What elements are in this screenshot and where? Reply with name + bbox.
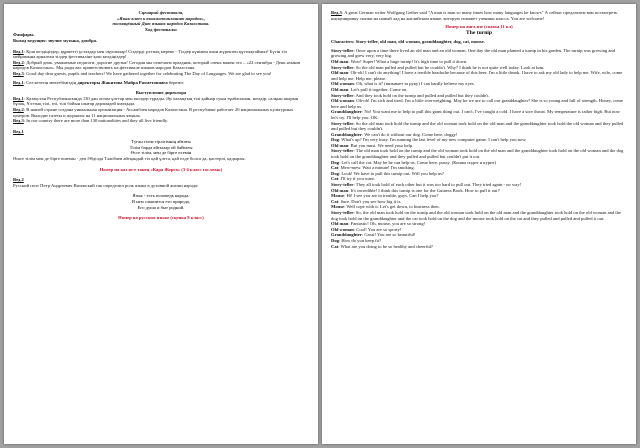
dialogue-text: : Let's call the cat. May be he can help us. Come here, pussy. (Кошка сидит и курит) xyxy=(338,159,497,165)
number-announcement-english: Номер на англ.язе (сказка 11 кл) xyxy=(445,24,513,30)
dialogue-speaker: Story-teller xyxy=(331,182,354,188)
doc-heading-2: «Язык-ключ к взаимопониманию народов», xyxy=(117,15,205,21)
poem-kz-line-2: Тілім барда айтылар ой байғағы xyxy=(129,144,193,150)
dialogue-list xyxy=(331,48,627,249)
dialogue-text: : The old man took hold on the turnip and the old woman took hold on the old man and the granddaughter took hold on the old woman and the dog took hold on the granddaughter and they pulled and pulled but couldn't put it out. xyxy=(331,148,624,160)
dialogue-text: : Once upon a time there lived an old man and an old woman. One day the old man planted a turnip in his garden. The turnip was growing and growing and grew very, very big. xyxy=(331,47,616,59)
dialogue-speaker: Old woman xyxy=(331,98,354,104)
poem-kz-line-3: Өссе тілім, мен де бірге өсемін xyxy=(130,150,192,156)
dialogue-line xyxy=(331,98,627,109)
characters-list: Characters: Story-teller, old man, old woman, granddaughter, dog, cat, mouse. xyxy=(331,39,485,45)
paragraph-v1-kz xyxy=(13,49,309,60)
dialogue-text: : We can't do it without our dog. Come here, doggy! xyxy=(361,131,458,137)
speaker-label: Вед.3 xyxy=(331,10,342,15)
dialogue-line xyxy=(331,70,627,81)
dialogue-text: : How do you keep fit? xyxy=(338,237,382,243)
dialogue-text: : Cool! You are so sporty! xyxy=(353,226,402,232)
speaker-label: Вед.2 xyxy=(13,59,24,65)
turnip-title: The turnip xyxy=(466,29,492,36)
director-name: директоры Жакитова Майра Рахметовнаға xyxy=(77,79,168,85)
dialogue-text: : What's up? I'm very busy. I'm running the last level of my new computer game. I can't help you now. xyxy=(338,137,527,143)
director-speech-title: Выступление директора xyxy=(135,90,187,96)
fanfare-text: Фанфары. xyxy=(13,32,35,38)
dialogue-text: : Great! You are so beautiful! xyxy=(361,232,416,238)
dialogue-speaker: Dog xyxy=(331,159,339,165)
dialogue-text: : Oh, what is it? (вязывает за руку) I can hardly believe my eyes. xyxy=(353,81,475,87)
number-announcement-scene: Номер на русском языке (сценка 8 класс) xyxy=(118,215,204,221)
speaker-label: Вед.2 xyxy=(13,106,24,112)
leaders-entrance-text: Выход ведущих: звучит музыка, домбра. xyxy=(13,37,98,43)
speech-text: : Сөз кезегін мектебіміздің xyxy=(23,79,78,85)
dialogue-text: : Hi! I see you are in trouble, guys. Can I help you? xyxy=(344,193,439,199)
speaker-label: Вед.3 xyxy=(13,118,24,124)
dialogue-speaker: Dog xyxy=(331,237,339,243)
dialogue-speaker: Mouse xyxy=(331,204,345,210)
doc-heading-4: Ход фестиваля: xyxy=(144,26,178,32)
dialogue-text: : And they took hold on the turnip and pulled and pulled but they couldn't. xyxy=(353,92,490,98)
dialogue-speaker: Story-teller xyxy=(331,120,354,126)
speech-text: береміз xyxy=(167,79,184,85)
speaker-label-v1: Вед.1 xyxy=(13,128,24,134)
dialogue-text: : Look! We have to pull this turnip out. Will you help us? xyxy=(338,170,444,176)
dialogue-line xyxy=(331,109,627,120)
poem-ru-intro: Русский поэт Петр Андреевич Вяземский так определил роль языка в духовной жизни народа: xyxy=(13,182,199,188)
dialogue-text: : So the old man pulled and pulled but he couldn't. Why? I think he is not quite well today. Look at him. xyxy=(353,64,545,70)
dialogue-speaker: Cat xyxy=(331,176,339,182)
dialogue-speaker: Story-teller xyxy=(331,148,354,154)
dialogue-speaker: Old man xyxy=(331,187,349,193)
speaker-label: Вед.1 xyxy=(13,79,24,85)
doc-heading-1: Сценарий фестиваля, xyxy=(138,10,184,15)
speech-text: : Қазақстан Республикасында 130 дан астам ұлттар мен өкілдер тұрады. Әр халықтың тілі қайнар суын тұнбасынан, мөлдір, салқын шырын бұлақ. Ұлттық тілі, өзі, тілі бойын шығар дарлиндей шатқыда. xyxy=(13,95,299,107)
dialogue-speaker: Story-teller xyxy=(331,47,354,53)
poem-ru-line-1: Язык - есть исповедь народа. xyxy=(132,193,190,199)
dialogue-speaker: Old woman xyxy=(331,81,354,87)
dialogue-line xyxy=(331,244,627,250)
dialogue-speaker: Old man xyxy=(331,142,349,148)
dialogue-text: : What are you doing to be so healthy and cheerful? xyxy=(338,243,433,249)
speech-text: : Добрый день, уважаемые педагоги, дорогие друзья! Сегодня мы отмечаем праздник, который очень важен это – «22 сентября - День языков народов Казахстана». Мы рады вас приветствовать на фестивале языков народов Казахстана. xyxy=(13,59,301,71)
dialogue-speaker: Dog xyxy=(331,137,339,143)
speech-text: : A great German writer Wolfgang Gether said "A man is man so many times how many languages he knows" А сейчас предлагаем вам посмотреть инсценировку сказки на новый лад на английском языке, которую покажет ученики класса. You are welcome! xyxy=(331,10,618,21)
speaker-label: Вед.3 xyxy=(13,70,24,76)
poem-ru-line-2: В нем слышится его природа, xyxy=(132,199,190,205)
speech-text: : Қош келдіңіздер, құрметті ұстаздар мен оқушылар! Сіздерді ұлттық мереке - Тілдер күнімен шын жүректен құттықтаймыз! Бүгін тіл мейрамына арналған тілдер фестивалінe қош келдіңіздер! xyxy=(13,48,288,60)
dialogue-speaker: Cat xyxy=(331,198,339,204)
dialogue-text: : But you must. We need your help. xyxy=(348,142,414,148)
dialogue-speaker: Old man xyxy=(331,58,349,64)
dialogue-speaker: Story-teller xyxy=(331,210,354,215)
dialogue-speaker: Story-teller xyxy=(331,64,354,70)
poem-ru-line-3: Его душа и быт родной. xyxy=(137,204,185,210)
paragraph-v1-kz2 xyxy=(13,96,309,107)
dialogue-speaker: Old man xyxy=(331,70,349,76)
dialogue-text: : No! You want me to help to pull this giant thing out. I can't, I've caught a cold. I have a sore throat. My temperature is rather high. But now let's try. I'll help you. OK. xyxy=(331,109,620,120)
dialogue-speaker: Cat xyxy=(331,243,339,249)
dialogue-speaker: Old man xyxy=(331,86,349,92)
paragraph-v2-ru xyxy=(13,60,309,71)
dialogue-speaker: Granddaughter xyxy=(331,109,362,115)
dialogue-line xyxy=(331,48,627,59)
paragraph-v3-quote xyxy=(331,10,627,21)
dialogue-speaker: Story-teller xyxy=(331,92,354,98)
speech-text: : В нашей стране создана уникальная организация - Ассамблея народов Казахстана. В республике работает 26 национальных культурных центров. Выходят газеты и журналы на 11 национальных языках. xyxy=(13,106,294,118)
dialogue-speaker: Granddaughter xyxy=(331,232,362,238)
paragraph-v3-en xyxy=(13,71,309,77)
number-announcement-dance: Номер на каз яз-е танец «Кара Жорга» (3-4 класс гос.язык) xyxy=(99,166,223,172)
dialogue-text: : Mew-mew. Wait a minute! I'm smoking. xyxy=(338,165,415,171)
speech-text: : Good day dear guests, pupils and teachers! We have gathered together for celebrating The Day of Languages. We are glad to see you! xyxy=(23,70,272,76)
dialogue-text: : Oh-oh! I'm sick and tired. I'm a little overweighting. May be we are to call our granddaughter? She is so young and full of strength. Honey, come here and help us. xyxy=(331,98,623,109)
dialogue-speaker: Cat xyxy=(331,165,339,171)
dialogue-line xyxy=(331,210,627,221)
dialogue-text: : They all took hold of each other but it was too hard to pull out. They tried again - no way! xyxy=(353,182,522,188)
dialogue-text: : It's incredible! I think this turnip is one for the Guiness Book. How to pull it out? xyxy=(348,187,500,193)
doc-heading-3: посвящённый Дню языков народов Казахстана. xyxy=(112,21,210,27)
dialogue-line xyxy=(331,121,627,132)
dialogue-speaker: Dog xyxy=(331,170,339,176)
speaker-label: Вед.1 xyxy=(13,48,24,54)
dialogue-text: : Wow! Super! What a huge turnip! It's high time to pull it down. xyxy=(348,58,468,64)
dialogue-text: : Sure. Don't you see how big it is. xyxy=(338,198,402,204)
dialogue-text: : Let's pull it together. Come on. xyxy=(348,86,408,92)
dialogue-text: : So, the old man took hold on the turnip and the old woman took hold on the old man and the granddaughter took hold on the old woman and the dog took hold on the granddaughter and the cat took hold on the dog and the mouse took hold on the cat and they pulled and pulled and pulled it out. xyxy=(331,210,621,221)
page-right xyxy=(322,4,636,444)
dialogue-speaker: Mouse xyxy=(331,193,345,199)
dialogue-text: : Well cope with it. Let's get down, to business then. xyxy=(344,204,440,210)
speaker-label-v2: Вед.2 xyxy=(13,177,24,183)
paragraph-v2-ru2 xyxy=(13,107,309,118)
dialogue-text: : I'll try if you want. xyxy=(338,176,375,182)
dialogue-text: : Fantastic! Oh, mouse, you are so strong! xyxy=(348,221,426,227)
speaker-label: Вед.1 xyxy=(13,95,24,101)
poem-kz-line-1: Туған тілім тірлігімнің айғағы xyxy=(131,139,191,145)
dialogue-line xyxy=(331,148,627,159)
page-left xyxy=(4,4,318,444)
dialogue-speaker: Old man xyxy=(331,221,349,227)
poem-kz-line-4: Өшсе тілім мен де бірге өшемін - деп Әбділда Тәжібаев айтқандай тіл қай ұлтта, қай елде болса да, қастерлі, қадырлы. xyxy=(13,156,246,162)
speech-text: : In our country there are more than 130 nationalities and they all live friendly. xyxy=(23,118,169,124)
dialogue-text: : Oh-oh! I can't do anything! I have a terrible headache because of this beer. I'm a little drunk. I have to ask my old lady to help me. Wife, wife, come and help me. Help me, please. xyxy=(331,70,623,81)
dialogue-speaker: Old woman xyxy=(331,226,354,232)
dialogue-speaker: Granddaughter xyxy=(331,131,362,137)
dialogue-text: : So the old man took hold the turnip and the old woman took hold on the old man and the granddaughter took hold the old woman and they pulled and pulled but they couldn't. xyxy=(331,120,624,132)
